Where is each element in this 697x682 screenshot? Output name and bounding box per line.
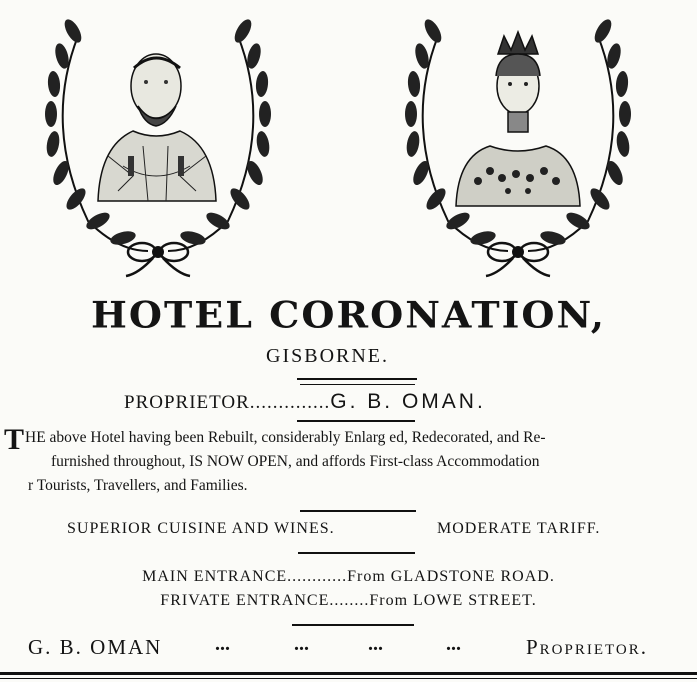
footer-proprietor-title: Proprietor. bbox=[526, 635, 649, 659]
main-entrance-line: MAIN ENTRANCE............From GLADSTONE ROAD. bbox=[142, 568, 555, 585]
town-name: GISBORNE. bbox=[266, 345, 390, 367]
tariff-text: MODERATE TARIFF. bbox=[437, 520, 601, 537]
bottom-border bbox=[0, 672, 697, 675]
bottom-border bbox=[0, 678, 697, 679]
footer-dots: ... bbox=[215, 633, 230, 655]
footer-proprietor-name: G. B. OMAN bbox=[28, 635, 163, 659]
announcement-line-3: r Tourists, Travellers, and Families. bbox=[28, 477, 248, 494]
divider bbox=[300, 384, 415, 385]
queen-portrait-illustration bbox=[398, 6, 638, 278]
divider bbox=[297, 378, 417, 380]
proprietor-name: G. B. OMAN. bbox=[330, 390, 486, 413]
footer-dots: ... bbox=[368, 633, 383, 655]
hotel-title: HOTEL CORONATION, bbox=[90, 293, 607, 336]
divider bbox=[298, 552, 415, 554]
laurel-wreath-icon bbox=[38, 6, 278, 278]
proprietor-label: PROPRIETOR bbox=[124, 392, 250, 413]
divider bbox=[292, 624, 414, 626]
divider bbox=[300, 510, 416, 512]
proprietor-line bbox=[124, 390, 486, 414]
cuisine-text: SUPERIOR CUISINE AND WINES. bbox=[67, 520, 335, 537]
drop-cap: T bbox=[4, 423, 25, 456]
announcement-line-2: furnished throughout, IS NOW OPEN, and affords First-class Accommodation bbox=[51, 453, 540, 470]
announcement-paragraph bbox=[4, 423, 694, 498]
footer-dots: ... bbox=[446, 633, 461, 655]
king-portrait-illustration bbox=[38, 6, 278, 278]
announcement-line-1: HE above Hotel having been Rebuilt, considerably Enlarg ed, Redecorated, and Re- bbox=[25, 429, 546, 446]
private-entrance-line: FRIVATE ENTRANCE........From LOWE STREET. bbox=[160, 592, 537, 609]
footer-dots: ... bbox=[294, 633, 309, 655]
laurel-wreath-icon bbox=[398, 6, 638, 278]
divider bbox=[297, 420, 415, 422]
proprietor-dots: .............. bbox=[249, 392, 331, 413]
